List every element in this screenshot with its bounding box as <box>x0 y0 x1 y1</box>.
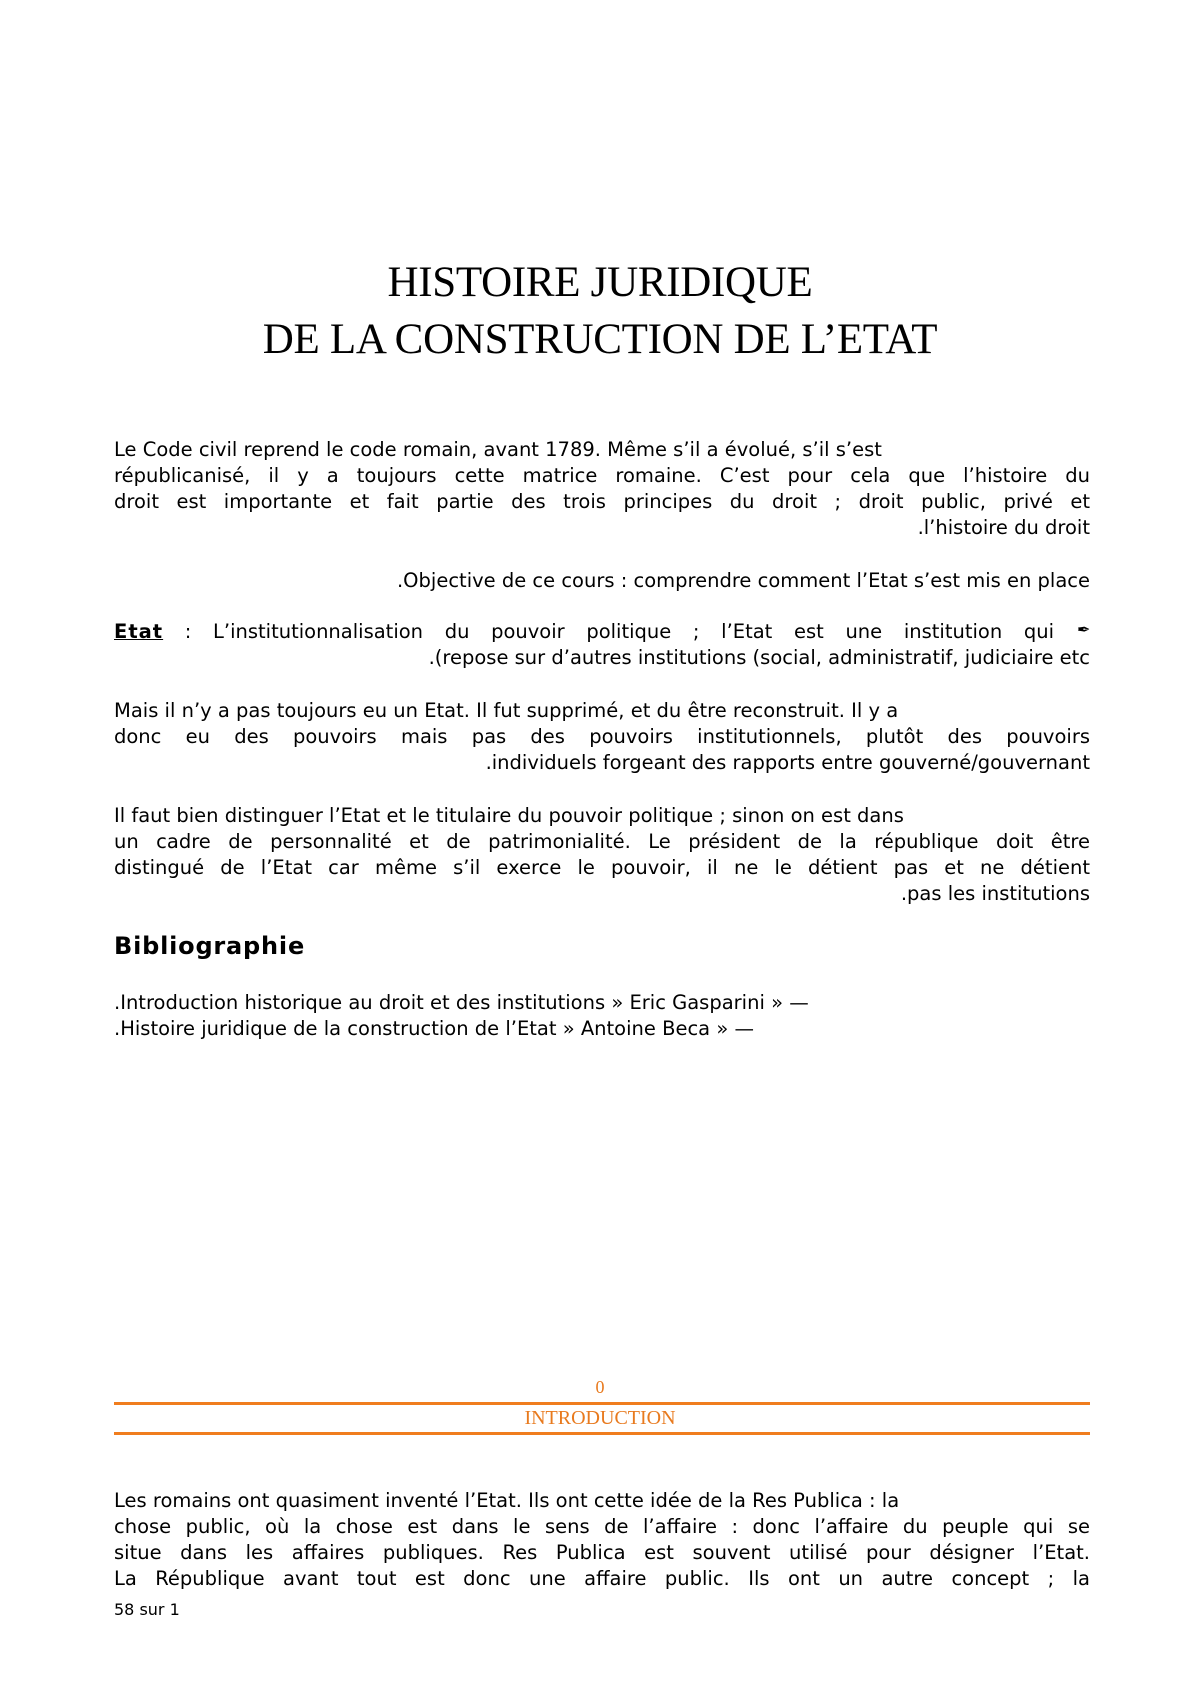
section-number: 0 <box>595 1377 605 1397</box>
bibliography-item: .Introduction historique au droit et des institutions » Eric Gasparini » — <box>114 991 809 1014</box>
etat-keyword: Etat <box>114 620 164 643</box>
paragraph-line: un cadre de personnalité et de patrimonialité. Le président de la république doit être <box>114 830 1090 853</box>
etat-definition-line-2: .(repose sur d’autres institutions (social, administratif, judiciaire etc <box>428 646 1090 669</box>
document-title-line-1: HISTOIRE JURIDIQUE <box>387 259 813 306</box>
paragraph-line: droit est importante et fait partie des trois principes du droit ; droit public, privé et <box>114 490 1090 513</box>
section-divider-bottom <box>114 1432 1090 1435</box>
paragraph-line: chose public, où la chose est dans le sens de l’affaire : donc l’affaire du peuple qui se <box>114 1515 1090 1538</box>
etat-definition-text: : L’institutionnalisation du pouvoir politique ; l’Etat est une institution qui <box>163 620 1054 643</box>
paragraph-line: La République avant tout est donc une affaire public. Ils ont un autre concept ; la <box>114 1567 1090 1590</box>
bibliography-item: .Histoire juridique de la construction de l’Etat » Antoine Beca » — <box>114 1017 754 1040</box>
paragraph-line: Mais il n’y a pas toujours eu un Etat. Il fut supprimé, et du être reconstruit. Il y a <box>114 699 899 722</box>
paragraph-line: .pas les institutions <box>900 882 1090 905</box>
paragraph-line: Le Code civil reprend le code romain, avant 1789. Même s’il a évolué, s’il s’est <box>114 438 882 461</box>
paragraph-line: Il faut bien distinguer l’Etat et le titulaire du pouvoir politique ; sinon on est dans <box>114 804 904 827</box>
paragraph-line: Les romains ont quasiment inventé l’Etat. Ils ont cette idée de la Res Publica : la <box>114 1489 900 1512</box>
paragraph-line: situe dans les affaires publiques. Res Publica est souvent utilisé pour désigner l’Etat. <box>114 1541 1090 1564</box>
paragraph-line: républicanisé, il y a toujours cette matrice romaine. C’est pour cela que l’histoire du <box>114 464 1090 487</box>
paragraph-line: distingué de l’Etat car même s’il exerce le pouvoir, il ne le détient pas et ne détient <box>114 856 1090 879</box>
pen-bullet-icon: ✒ <box>1077 620 1091 639</box>
bibliography-heading: Bibliographie <box>114 932 306 960</box>
page-footer: 58 sur 1 <box>114 1600 180 1619</box>
document-title-line-2: DE LA CONSTRUCTION DE L’ETAT <box>262 316 938 363</box>
section-title: INTRODUCTION <box>524 1407 676 1429</box>
paragraph-line: donc eu des pouvoirs mais pas des pouvoirs institutionnels, plutôt des pouvoirs <box>114 725 1090 748</box>
paragraph-line: .individuels forgeant des rapports entre gouverné/gouvernant <box>485 751 1090 774</box>
paragraph-line: .l’histoire du droit <box>917 516 1090 539</box>
objective-line: .Objective de ce cours : comprendre comment l’Etat s’est mis en place <box>396 569 1090 592</box>
etat-definition-line <box>114 619 1054 645</box>
